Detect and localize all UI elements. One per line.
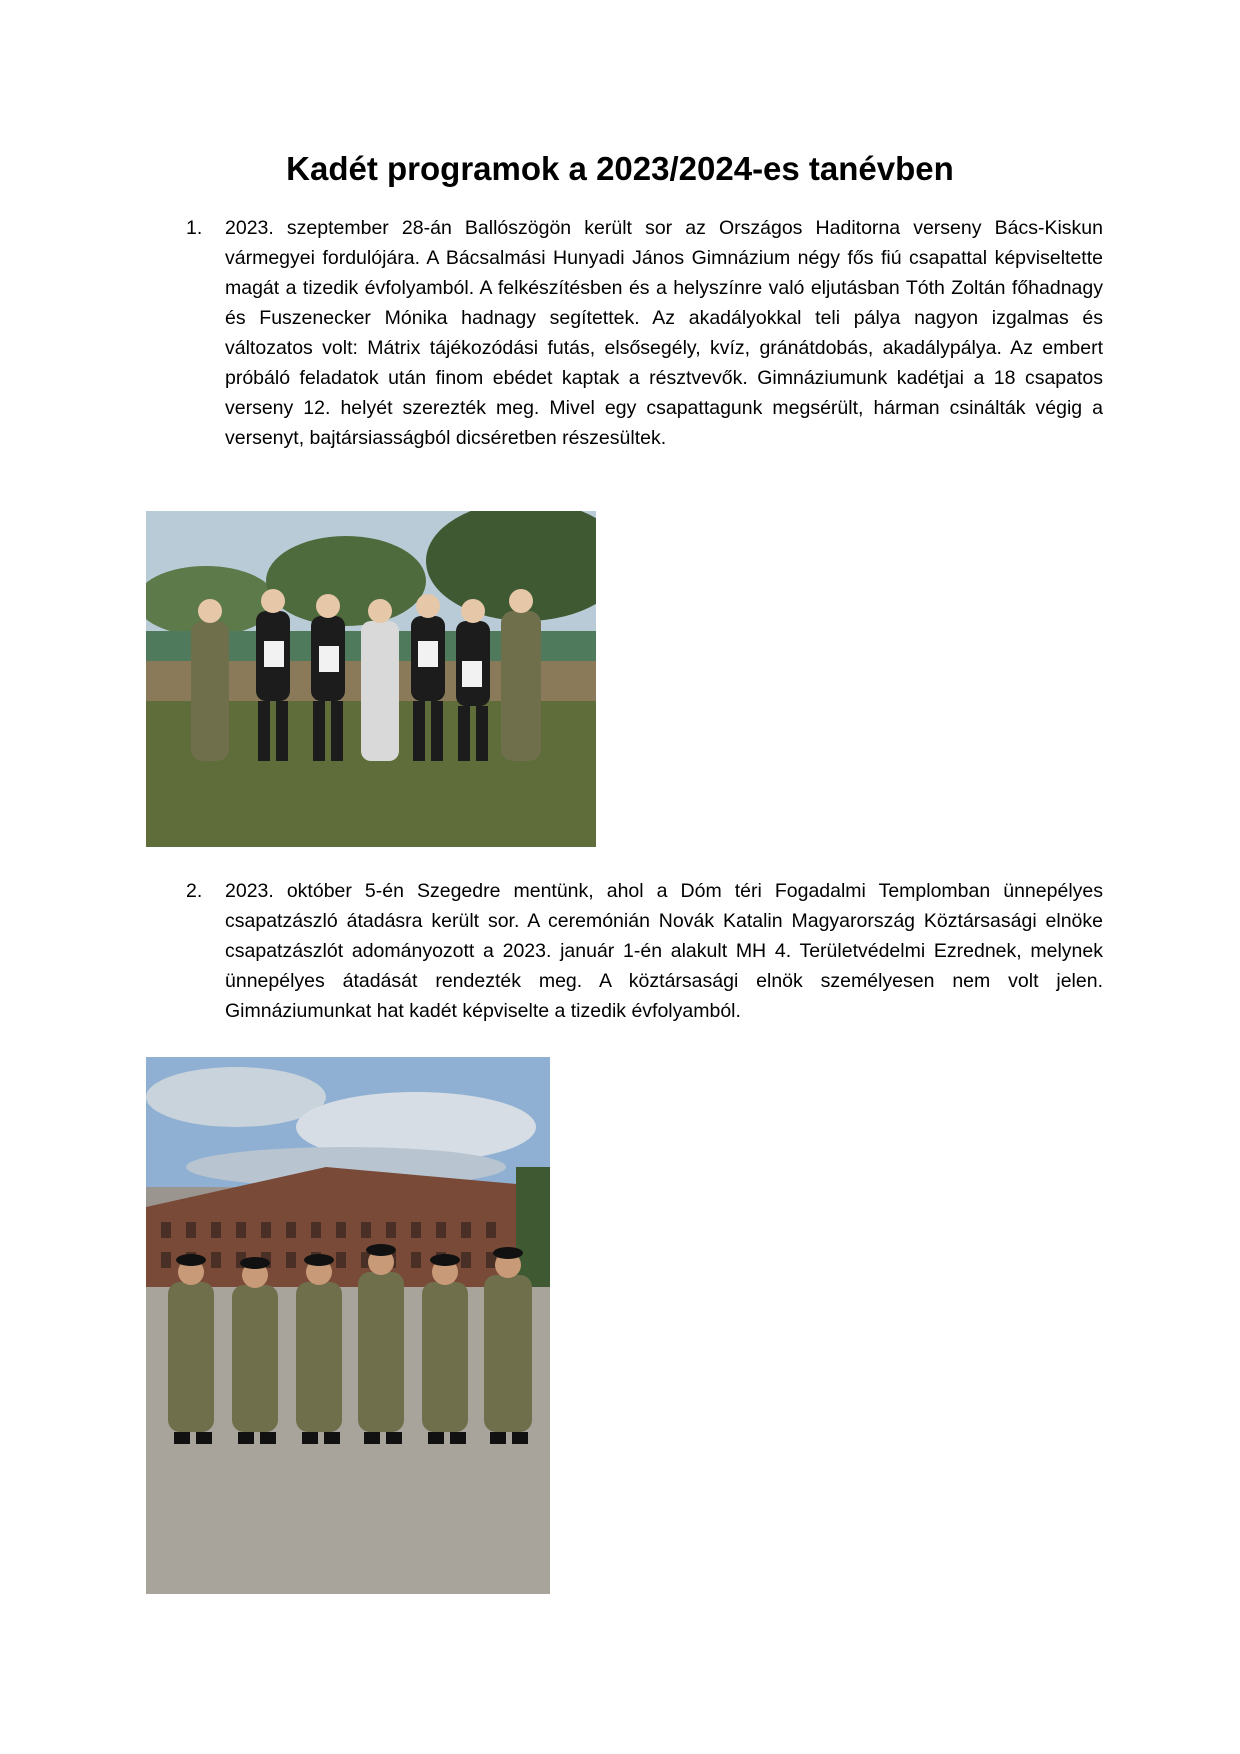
list-item-number: 2. xyxy=(186,880,203,902)
list-item-text: 2023. szeptember 28-án Ballószögön került sor az Országos Haditorna verseny Bács-Kiskun vármegyei fordulójára. A Bácsalmási Hunyadi János Gimnázium négy fős fiú csapattal képviseltette magát a tizedik évfolyamból. A felkészítésben és a helyszínre való eljutásban Tóth Zoltán főhadnagy és Fuszenecker Mónika hadnagy segítettek. Az akadályokkal teli pálya nagyon izgalmas és változatos volt: Mátrix tájékozódási futás, elsősegély, kvíz, gránátdobás, akadálypálya. Az embert próbáló feladatok után finom ebédet kaptak a résztvevők. Gimnáziumunk kadétjai a 18 csapatos verseny 12. helyét szerezték meg. Mivel egy csapattagunk megsérült, hárman csinálták végig a versenyt, bajtársiasságból dicséretben részesültek. xyxy=(225,217,1103,449)
list-item-number: 1. xyxy=(186,217,203,239)
page-title: Kadét programok a 2023/2024-es tanévben xyxy=(286,150,954,187)
list-item-1 xyxy=(186,213,1103,453)
list-item-text: 2023. október 5-én Szegedre mentünk, ahol a Dóm téri Fogadalmi Templomban ünnepélyes csapatzászló átadásra került sor. A ceremónián Novák Katalin Magyarország Köztársasági elnöke csapatzászlót adományozott a 2023. január 1-én alakult MH 4. Területvédelmi Ezrednek, melynek ünnepélyes átadását rendezték meg. A köztársasági elnök személyesen nem volt jelen. Gimnáziumunkat hat kadét képviselte a tizedik évfolyamból. xyxy=(225,880,1103,1022)
list-item-2 xyxy=(186,876,1103,1026)
photo-competition-team xyxy=(146,511,596,847)
photo-flag-ceremony-cadets xyxy=(146,1057,550,1594)
